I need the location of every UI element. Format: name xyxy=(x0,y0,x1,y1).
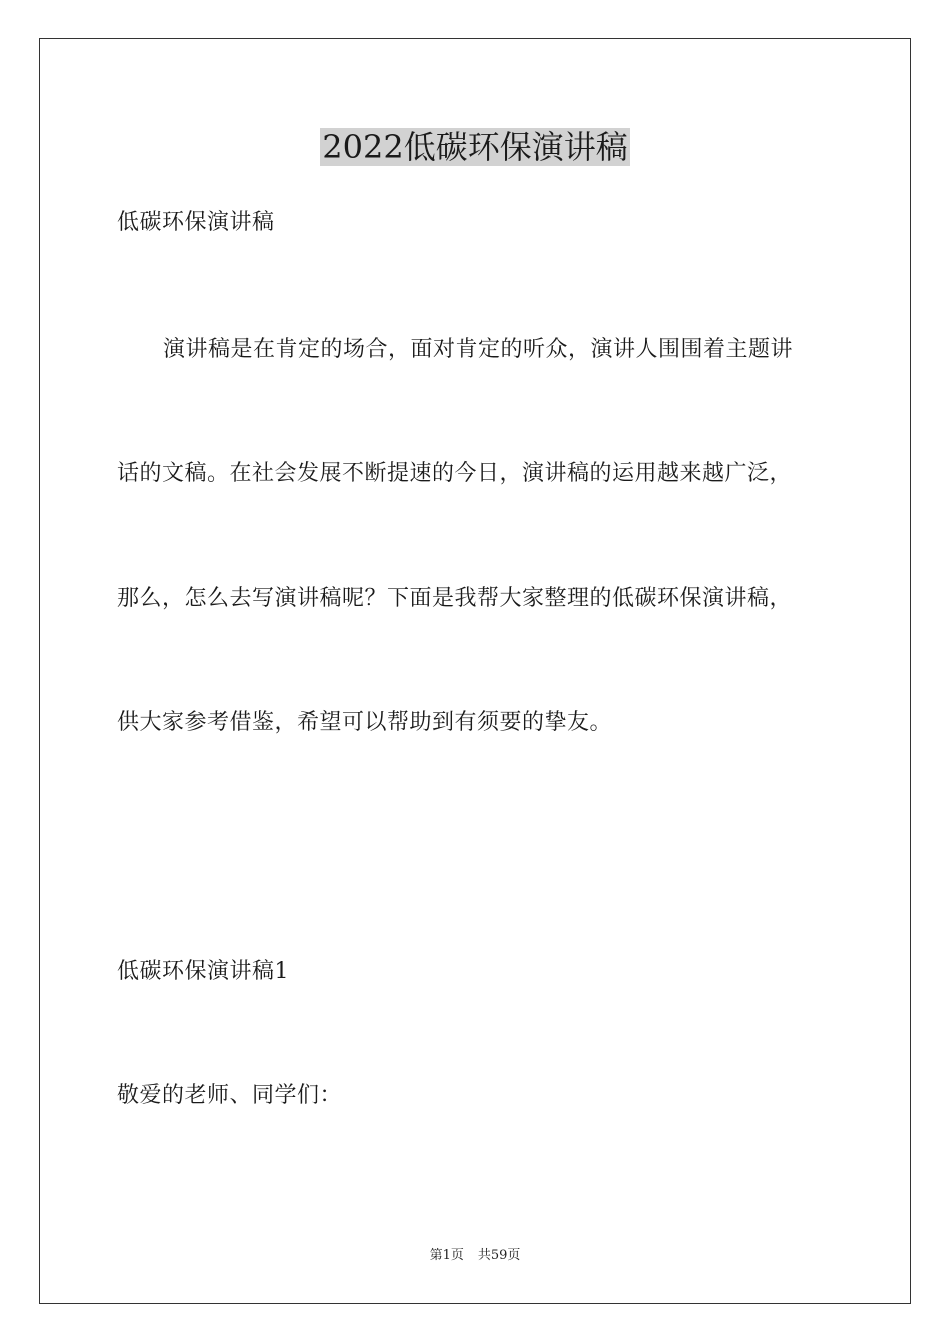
salutation: 敬爱的老师、同学们： xyxy=(117,1083,343,1108)
section-heading: 低碳环保演讲稿 xyxy=(117,210,275,235)
page-number: 第1页 xyxy=(429,1248,464,1263)
paragraph-line: 供大家参考借鉴，希望可以帮助到有须要的挚友。 xyxy=(117,710,613,735)
paragraph-line: 演讲稿是在肯定的场合，面对肯定的听众，演讲人围围着主题讲 xyxy=(163,337,794,362)
section-heading: 低碳环保演讲稿1 xyxy=(117,959,289,984)
document-title-text: 2022低碳环保演讲稿 xyxy=(322,128,628,166)
page-footer xyxy=(0,1246,950,1266)
total-pages: 共59页 xyxy=(477,1248,521,1263)
paragraph-line: 那么，怎么去写演讲稿呢？下面是我帮大家整理的低碳环保演讲稿， xyxy=(117,586,793,611)
document-title xyxy=(0,124,950,170)
paragraph-line: 话的文稿。在社会发展不断提速的今日，演讲稿的运用越来越广泛， xyxy=(117,461,793,486)
